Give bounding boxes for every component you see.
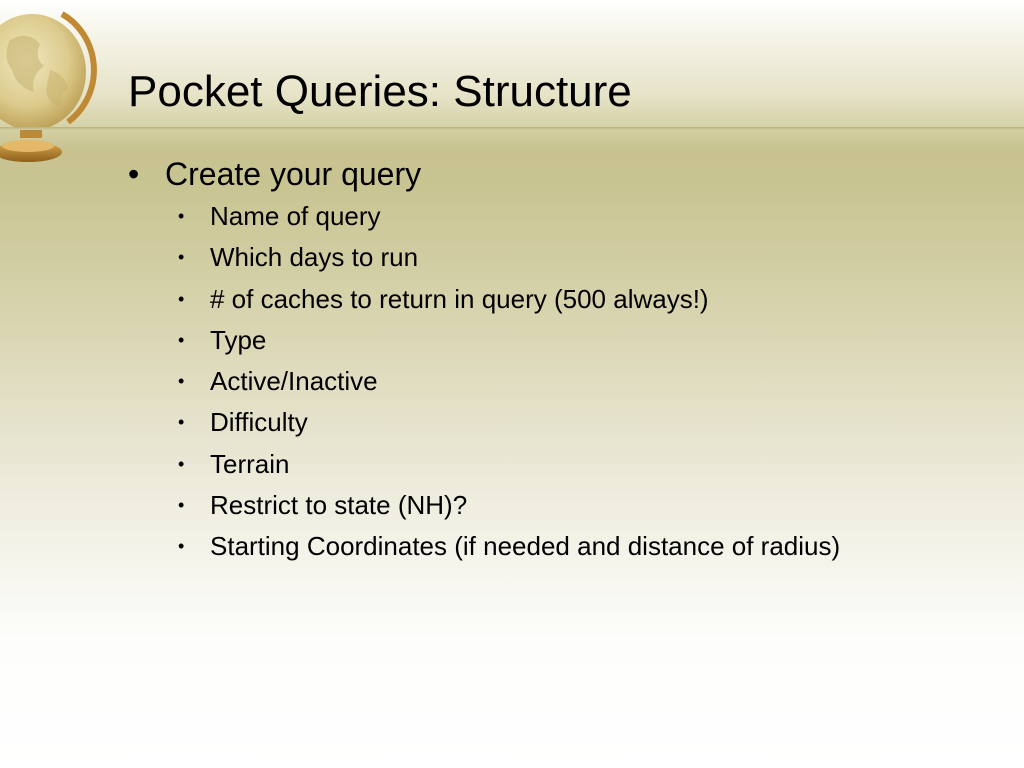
list-item — [128, 526, 988, 567]
main-bullet-text: Create your query — [165, 156, 422, 192]
main-bullet — [128, 152, 988, 196]
list-item-text: Terrain — [210, 448, 290, 479]
list-item-text: Starting Coordinates (if needed and distance of radius) — [210, 531, 841, 562]
list-item-text: Which days to run — [210, 242, 419, 273]
list-item — [128, 361, 988, 402]
bullet-icon: • — [178, 247, 185, 268]
list-item — [128, 485, 988, 526]
bullet-icon: • — [128, 156, 140, 192]
list-item-text: Type — [210, 324, 267, 355]
list-item-text: Difficulty — [210, 407, 308, 438]
slide-title: Pocket Queries: Structure — [128, 67, 632, 116]
list-item — [128, 320, 988, 361]
list-item — [128, 237, 988, 278]
list-item — [128, 402, 988, 443]
globe-icon — [0, 0, 100, 170]
bullet-icon: • — [178, 206, 185, 226]
list-item-text: Restrict to state (NH)? — [210, 490, 468, 521]
sub-bullet-list — [128, 196, 988, 568]
list-item-text: # of caches to return in query (500 always!) — [210, 283, 709, 314]
bullet-icon: • — [178, 453, 185, 474]
list-item-text: Name of query — [210, 201, 381, 231]
bullet-icon: • — [178, 329, 185, 350]
bullet-icon: • — [178, 412, 185, 433]
bullet-icon: • — [178, 288, 185, 309]
bullet-icon: • — [178, 371, 185, 392]
list-item — [128, 279, 988, 320]
list-item — [128, 444, 988, 485]
slide-content — [128, 152, 988, 568]
list-item-text: Active/Inactive — [210, 366, 378, 397]
bullet-icon: • — [178, 495, 185, 516]
title-divider — [0, 127, 1024, 130]
bullet-icon: • — [178, 536, 185, 557]
list-item — [128, 196, 988, 237]
